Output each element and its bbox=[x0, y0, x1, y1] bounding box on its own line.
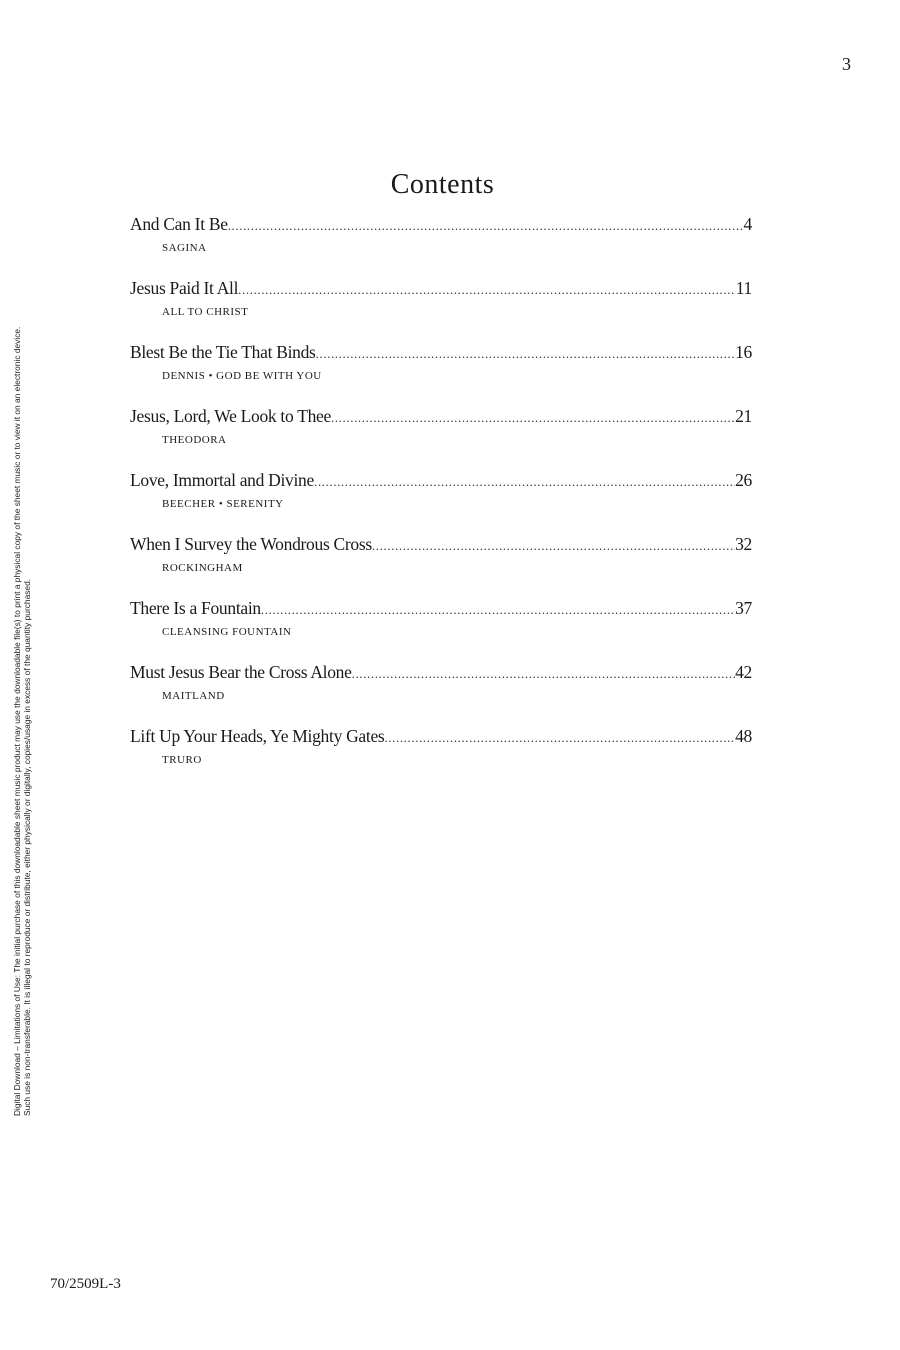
toc-page-number: 37 bbox=[735, 598, 752, 618]
toc-row bbox=[130, 661, 752, 685]
toc-entry-love-immortal bbox=[130, 469, 752, 533]
toc-row bbox=[130, 277, 752, 301]
toc-entry-blest-be-the-tie bbox=[130, 341, 752, 405]
dot-leader bbox=[316, 343, 736, 365]
toc-row bbox=[130, 597, 752, 621]
toc-row bbox=[130, 469, 752, 493]
toc-tune-names: CLEANSING FOUNTAIN bbox=[162, 626, 292, 638]
toc-page-number: 32 bbox=[735, 534, 752, 554]
usage-notice-line-2: Such use is non-transferable. It is illegal to reproduce or distribute, either physically or digitally, copies/usage in excess of the quantity purchased. bbox=[22, 578, 32, 1116]
dot-leader bbox=[352, 663, 736, 685]
toc-tune-names: THEODORA bbox=[162, 434, 227, 446]
toc-page-number: 21 bbox=[735, 406, 752, 426]
dot-leader bbox=[372, 535, 735, 557]
dot-leader bbox=[314, 471, 735, 493]
page-title: Contents bbox=[390, 169, 495, 200]
toc-title: Love, Immortal and Divine bbox=[130, 470, 314, 490]
toc-entry-there-is-a-fountain bbox=[130, 597, 752, 661]
toc-tune-names: DENNIS • GOD BE WITH YOU bbox=[162, 370, 322, 382]
toc-entry-jesus-paid-it-all bbox=[130, 277, 752, 341]
dot-leader bbox=[261, 599, 735, 621]
toc-title: When I Survey the Wondrous Cross bbox=[130, 534, 372, 554]
toc-row bbox=[130, 213, 752, 237]
toc-page-number: 26 bbox=[735, 470, 752, 490]
toc-page-number: 16 bbox=[735, 342, 752, 362]
toc-title: Jesus Paid It All bbox=[130, 278, 239, 298]
toc-row bbox=[130, 725, 752, 749]
dot-leader bbox=[384, 727, 735, 749]
toc-entry-lift-up-your-heads bbox=[130, 725, 752, 789]
toc-entry-when-i-survey bbox=[130, 533, 752, 597]
catalog-code: 70/2509L-3 bbox=[50, 1276, 121, 1292]
toc-title: Lift Up Your Heads, Ye Mighty Gates bbox=[130, 726, 385, 746]
toc-title: Jesus, Lord, We Look to Thee bbox=[130, 406, 331, 426]
toc-title: Must Jesus Bear the Cross Alone bbox=[130, 662, 352, 682]
toc-row bbox=[130, 341, 752, 365]
toc-tune-names: MAITLAND bbox=[162, 690, 225, 702]
toc-page-number: 11 bbox=[735, 278, 752, 298]
dot-leader bbox=[228, 215, 744, 237]
usage-notice-line-1: Digital Download – Limitations of Use: The initial purchase of this downloadable sheet music product may use the downloadable file(s) to print a physical copy of the sheet music or to view it on an electronic device. bbox=[12, 326, 22, 1116]
toc-page-number: 48 bbox=[735, 726, 752, 746]
toc-title: There Is a Fountain bbox=[130, 598, 261, 618]
toc-tune-names: SAGINA bbox=[162, 242, 207, 254]
page-number: 3 bbox=[842, 54, 851, 74]
toc-entry-must-jesus-bear bbox=[130, 661, 752, 725]
toc-title: And Can It Be bbox=[130, 214, 228, 234]
toc-page-number: 42 bbox=[735, 662, 752, 682]
usage-notice bbox=[12, 216, 32, 1116]
toc-tune-names: ROCKINGHAM bbox=[162, 562, 243, 574]
toc-entry-and-can-it-be bbox=[130, 213, 752, 277]
table-of-contents bbox=[130, 213, 752, 789]
toc-tune-names: ALL TO CHRIST bbox=[162, 306, 249, 318]
toc-row bbox=[130, 533, 752, 557]
dot-leader bbox=[331, 407, 735, 429]
toc-tune-names: TRURO bbox=[162, 754, 202, 766]
toc-tune-names: BEECHER • SERENITY bbox=[162, 498, 284, 510]
toc-entry-jesus-lord bbox=[130, 405, 752, 469]
dot-leader bbox=[238, 279, 736, 301]
toc-row bbox=[130, 405, 752, 429]
toc-page-number: 4 bbox=[743, 214, 752, 234]
toc-title: Blest Be the Tie That Binds bbox=[130, 342, 316, 362]
